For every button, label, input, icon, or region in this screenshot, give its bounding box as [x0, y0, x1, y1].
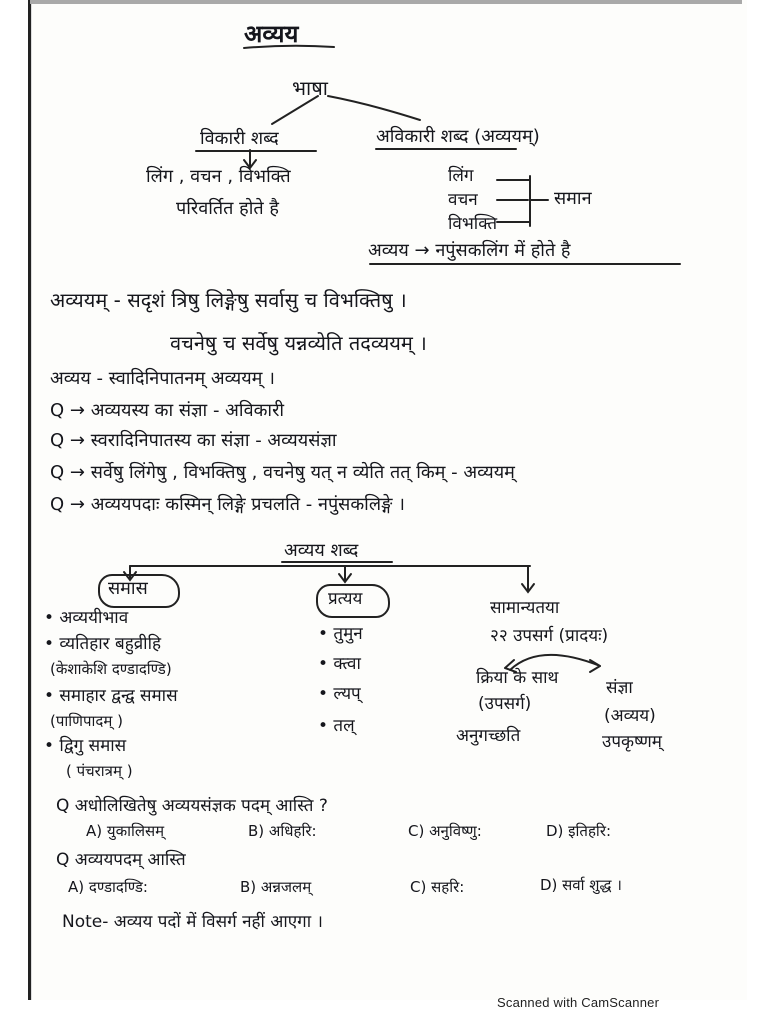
pratyay-item-2: • क्त्वा	[318, 654, 361, 674]
mcq2-option-d: D) सर्वा शुद्ध ।	[540, 876, 622, 894]
mcq1-question: Q अधोलिखितेषु अव्ययसंज्ञक पदम् आस्ति ?	[56, 796, 328, 816]
footer-note: Note- अव्यय पदों में विसर्ग नहीं आएगा ।	[62, 912, 323, 932]
mcq1-option-d: D) इतिहरि:	[546, 822, 612, 840]
mcq2-option-c: C) सहरि:	[410, 878, 465, 896]
pratyay-item-4: • तल्	[318, 716, 355, 736]
pratyay-label: प्रत्यय	[328, 589, 363, 609]
arrow-samanya-icon	[522, 566, 534, 592]
avikari-item-3: विभक्ति	[448, 214, 498, 234]
avikari-label: अविकारी शब्द (अव्ययम्)	[376, 126, 540, 147]
question-3: Q → सर्वेषु लिंगेषु , विभक्तिषु , वचनेषु यत् न व्येति तत् किम् - अव्ययम्	[50, 462, 515, 483]
pratyay-item-1: • तुमुन	[318, 624, 363, 644]
samas-item-5: (पाणिपादम् )	[50, 712, 123, 730]
vikari-label: विकारी शब्द	[200, 128, 279, 149]
mcq2-question: Q अव्ययपदम् आस्ति	[56, 850, 186, 870]
samanya-line1: २२ उपसर्ग (प्रादयः)	[490, 626, 609, 646]
definition-line1: अव्ययम् - सदृशं त्रिषु लिङ्गेषु सर्वासु च विभक्तिषु ।	[50, 288, 407, 312]
types-title: अव्यय शब्द	[284, 540, 359, 561]
mcq1-option-b: B) अधिहरि:	[248, 822, 317, 840]
mcq1-option-c: C) अनुविष्णु:	[408, 822, 482, 840]
gender-note: अव्यय → नपुंसकलिंग में होते है	[368, 240, 571, 261]
pratyay-item-3: • ल्यप्	[318, 684, 361, 704]
scanner-watermark: Scanned with CamScanner	[497, 995, 660, 1010]
samas-item-3: (केशाकेशि दण्डादण्डि)	[50, 660, 172, 678]
avikari-result: समान	[554, 188, 592, 209]
samanya-right-example: उपकृष्णम्	[602, 732, 662, 752]
branch-right-line	[328, 96, 420, 120]
branch-left-line	[272, 96, 318, 124]
mcq2-option-a: A) दण्डादण्डि:	[68, 878, 148, 896]
samanya-left-example: अनुगच्छति	[456, 726, 521, 746]
definition-line2: वचनेषु च सर्वेषु यन्नव्येति तदव्ययम् ।	[170, 331, 427, 355]
mcq1-option-a: A) युकालिसम्	[86, 822, 165, 840]
question-4: Q → अव्ययपदाः कस्मिन् लिङ्गे प्रचलति - नपुंसकलिङ्गे ।	[50, 494, 405, 515]
samanya-right-sub: (अव्यय)	[604, 706, 656, 726]
samanya-left-label: क्रिया के साथ	[476, 668, 559, 688]
arrow-right-icon	[590, 660, 600, 672]
samas-item-1: • अव्ययीभाव	[44, 608, 129, 628]
question-1: Q → अव्ययस्य का संज्ञा - अविकारी	[50, 400, 285, 421]
question-2: Q → स्वरादिनिपातस्य का संज्ञा - अव्ययसंज्ञा	[50, 430, 337, 451]
samanya-label: सामान्यतया	[490, 598, 560, 618]
mcq2-option-b: B) अन्नजलम्	[240, 878, 312, 896]
samas-item-7: ( पंचरात्रम् )	[66, 762, 133, 780]
page-title: अव्यय	[244, 20, 299, 48]
samas-label: समास	[108, 578, 148, 599]
samanya-left-sub: (उपसर्ग)	[478, 694, 532, 714]
samas-item-6: • द्विगु समास	[44, 736, 127, 756]
samanya-right-label: संज्ञा	[606, 678, 633, 698]
avikari-item-1: लिंग	[448, 166, 474, 186]
avikari-item-2: वचन	[448, 190, 478, 210]
bracket-lines	[497, 176, 548, 226]
sutra: अव्यय - स्वादिनिपातनम् अव्ययम् ।	[50, 368, 275, 389]
vikari-line1: लिंग , वचन , विभक्ति	[146, 166, 291, 187]
tree-root: भाषा	[292, 76, 328, 100]
samas-item-2: • व्यतिहार बहुव्रीहि	[44, 634, 162, 654]
arrow-pratyay-icon	[339, 566, 351, 582]
vikari-line2: परिवर्तित होते है	[176, 198, 279, 219]
samas-item-4: • समाहार द्वन्द्व समास	[44, 686, 178, 706]
